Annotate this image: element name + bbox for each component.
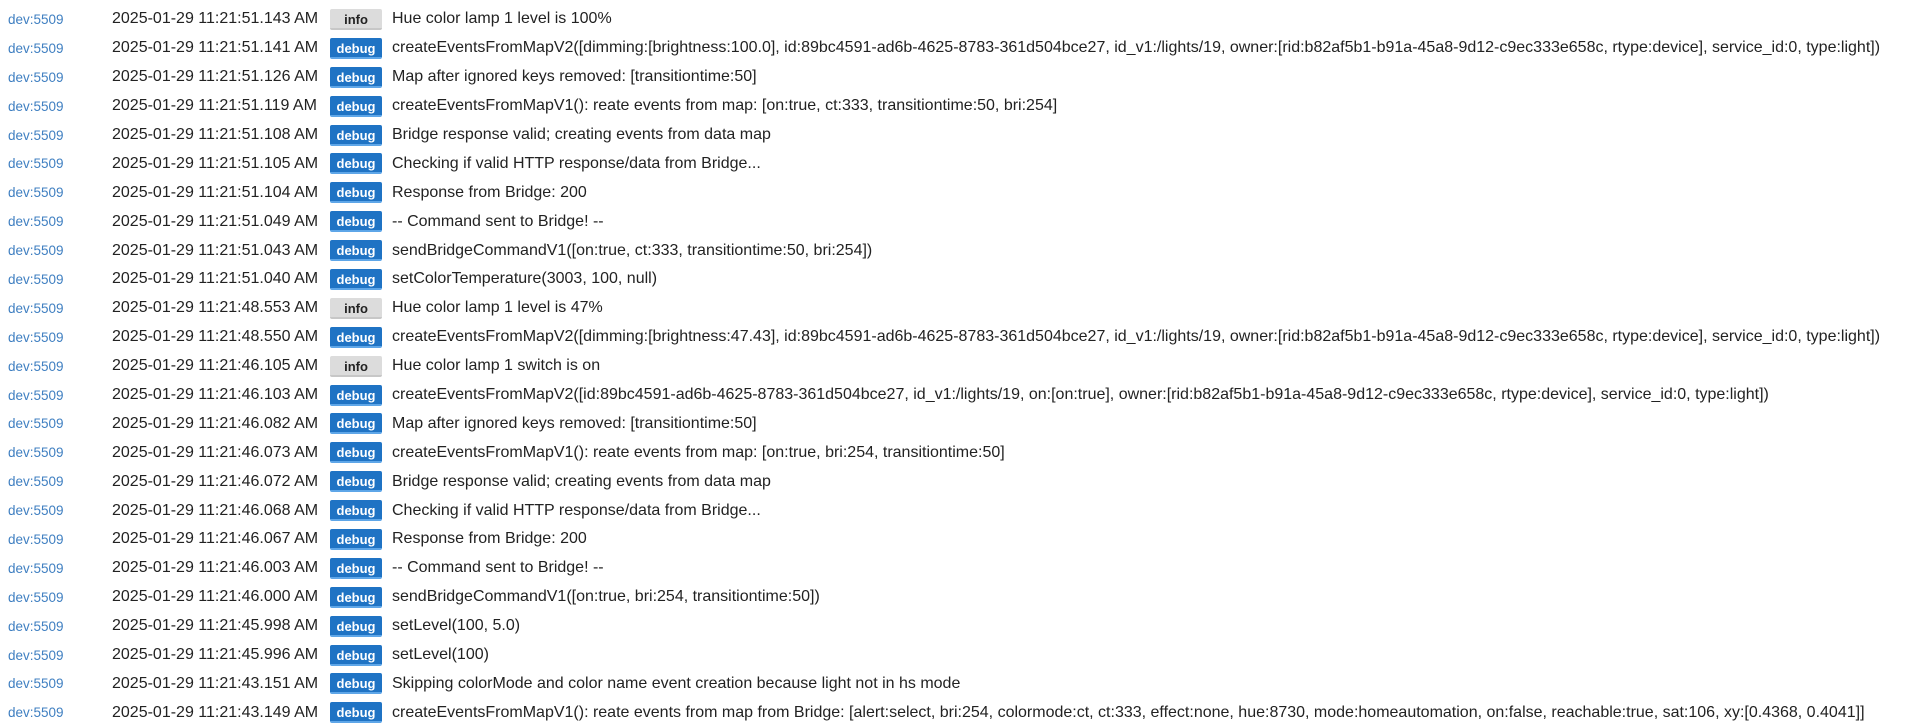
device-link[interactable]: dev:5509 — [8, 647, 64, 663]
log-row — [0, 323, 1920, 352]
level-badge-wrap — [330, 125, 392, 146]
device-link[interactable]: dev:5509 — [8, 445, 64, 461]
device-link[interactable]: dev:5509 — [8, 329, 64, 345]
log-message: Map after ignored keys removed: [transitiontime:50] — [392, 68, 757, 86]
log-message: -- Command sent to Bridge! -- — [392, 212, 604, 230]
level-badge-wrap — [330, 616, 392, 637]
log-message: Bridge response valid; creating events from data map — [392, 126, 771, 143]
log-timestamp: 2025-01-29 11:21:51.119 AM — [112, 97, 317, 115]
log-timestamp: 2025-01-29 11:21:46.072 AM — [112, 472, 319, 490]
log-row — [0, 265, 1920, 294]
log-message: setLevel(100, 5.0) — [392, 617, 521, 635]
log-timestamp: 2025-01-29 11:21:51.141 AM — [112, 39, 319, 57]
device-link[interactable]: dev:5509 — [8, 271, 64, 287]
log-timestamp: 2025-01-29 11:21:51.126 AM — [112, 68, 319, 86]
device-link[interactable]: dev:5509 — [8, 589, 64, 605]
log-timestamp: 2025-01-29 11:21:46.103 AM — [112, 386, 319, 404]
log-row — [0, 641, 1920, 670]
log-row — [0, 467, 1920, 496]
level-badge: info — [330, 298, 382, 319]
level-badge: debug — [330, 269, 382, 290]
log-timestamp: 2025-01-29 11:21:45.998 AM — [112, 617, 319, 635]
level-badge: debug — [330, 327, 382, 348]
device-link[interactable]: dev:5509 — [8, 358, 64, 374]
level-badge-wrap — [330, 96, 392, 117]
log-row — [0, 381, 1920, 410]
device-link[interactable]: dev:5509 — [8, 98, 64, 114]
log-message: createEventsFromMapV2([id:89bc4591-ad6b-4625-8783-361d504bce27, id_v1:/lights/19, on:[on:true], owner:[rid:b82af5b1-b91a-45a8-9d12-c9ec333e658c, rtype:device], service_id:0, type:light]) — [392, 386, 1769, 404]
level-badge: debug — [330, 240, 382, 261]
level-badge: debug — [330, 385, 382, 406]
device-link[interactable]: dev:5509 — [8, 503, 64, 519]
device-link[interactable]: dev:5509 — [8, 185, 64, 201]
log-timestamp: 2025-01-29 11:21:46.067 AM — [112, 530, 319, 548]
level-badge: debug — [330, 645, 382, 666]
device-link[interactable]: dev:5509 — [8, 531, 64, 547]
level-badge: debug — [330, 182, 382, 203]
level-badge-wrap — [330, 298, 392, 319]
log-timestamp: 2025-01-29 11:21:51.105 AM — [112, 154, 319, 172]
device-link[interactable]: dev:5509 — [8, 214, 64, 230]
log-row — [0, 583, 1920, 612]
log-message: sendBridgeCommandV1([on:true, ct:333, transitiontime:50, bri:254]) — [392, 241, 873, 259]
log-timestamp: 2025-01-29 11:21:45.996 AM — [112, 646, 319, 664]
level-badge-wrap — [330, 211, 392, 232]
log-row — [0, 669, 1920, 698]
device-link[interactable]: dev:5509 — [8, 416, 64, 432]
level-badge-wrap — [330, 356, 392, 377]
log-message: Skipping colorMode and color name event creation because light not in hs mode — [392, 674, 961, 692]
log-row — [0, 525, 1920, 554]
level-badge-wrap — [330, 702, 392, 723]
log-timestamp: 2025-01-29 11:21:51.143 AM — [112, 10, 319, 28]
log-row — [0, 409, 1920, 438]
log-timestamp: 2025-01-29 11:21:51.043 AM — [112, 241, 319, 259]
level-badge: debug — [330, 125, 382, 146]
level-badge: info — [330, 9, 382, 30]
log-row — [0, 34, 1920, 63]
log-row — [0, 554, 1920, 583]
level-badge-wrap — [330, 529, 392, 550]
level-badge: debug — [330, 616, 382, 637]
level-badge: debug — [330, 702, 382, 723]
level-badge: debug — [330, 587, 382, 608]
log-message: createEventsFromMapV1(): reate events from map from Bridge: [alert:select, bri:254, colormode:ct, ct:333, effect:none, hue:8730, mode:homeautomation, on:false, reachable:true, sat:106, xy:[0.4368, 0.4041]] — [392, 703, 1865, 721]
device-link[interactable]: dev:5509 — [8, 243, 64, 259]
level-badge-wrap — [330, 587, 392, 608]
device-link[interactable]: dev:5509 — [8, 676, 64, 692]
log-message: createEventsFromMapV2([dimming:[brightness:100.0], id:89bc4591-ad6b-4625-8783-361d504bce27, id_v1:/lights/19, owner:[rid:b82af5b1-b91a-45a8-9d12-c9ec333e658c, rtype:device], service_id:0, type:light]) — [392, 39, 1881, 57]
log-message: Checking if valid HTTP response/data from Bridge... — [392, 154, 761, 172]
level-badge-wrap — [330, 385, 392, 406]
log-message: -- Command sent to Bridge! -- — [392, 559, 604, 577]
log-timestamp: 2025-01-29 11:21:51.104 AM — [112, 183, 319, 201]
device-link[interactable]: dev:5509 — [8, 618, 64, 634]
log-row — [0, 352, 1920, 381]
level-badge: debug — [330, 442, 382, 463]
device-link[interactable]: dev:5509 — [8, 387, 64, 403]
level-badge: debug — [330, 500, 382, 521]
log-timestamp: 2025-01-29 11:21:46.105 AM — [112, 357, 319, 375]
device-link[interactable]: dev:5509 — [8, 156, 64, 172]
level-badge-wrap — [330, 645, 392, 666]
level-badge: debug — [330, 38, 382, 59]
level-badge: debug — [330, 529, 382, 550]
log-timestamp: 2025-01-29 11:21:43.149 AM — [112, 703, 319, 721]
level-badge-wrap — [330, 269, 392, 290]
log-timestamp: 2025-01-29 11:21:46.082 AM — [112, 414, 319, 432]
level-badge-wrap — [330, 9, 392, 30]
log-row — [0, 236, 1920, 265]
level-badge-wrap — [330, 153, 392, 174]
device-link[interactable]: dev:5509 — [8, 300, 64, 316]
log-row — [0, 207, 1920, 236]
log-timestamp: 2025-01-29 11:21:51.108 AM — [112, 126, 319, 143]
log-message: createEventsFromMapV1(): reate events from map: [on:true, ct:333, transitiontime:50, bri:254] — [392, 97, 1058, 115]
level-badge-wrap — [330, 673, 392, 694]
log-message: Hue color lamp 1 level is 47% — [392, 299, 603, 317]
log-message: Response from Bridge: 200 — [392, 183, 587, 201]
log-row — [0, 92, 1920, 121]
log-row — [0, 178, 1920, 207]
level-badge: debug — [330, 471, 382, 492]
level-badge: debug — [330, 558, 382, 579]
log-message: Map after ignored keys removed: [transitiontime:50] — [392, 414, 757, 432]
level-badge-wrap — [330, 413, 392, 434]
log-message: Hue color lamp 1 level is 100% — [392, 10, 612, 28]
log-message: setLevel(100) — [392, 646, 489, 664]
log-timestamp: 2025-01-29 11:21:51.049 AM — [112, 212, 319, 230]
log-row — [0, 63, 1920, 92]
device-link[interactable]: dev:5509 — [8, 40, 64, 56]
log-timestamp: 2025-01-29 11:21:48.553 AM — [112, 299, 319, 317]
level-badge: debug — [330, 211, 382, 232]
level-badge: info — [330, 356, 382, 377]
log-row — [0, 612, 1920, 641]
level-badge-wrap — [330, 500, 392, 521]
level-badge-wrap — [330, 558, 392, 579]
device-link[interactable]: dev:5509 — [8, 11, 64, 27]
log-timestamp: 2025-01-29 11:21:46.000 AM — [112, 588, 319, 606]
device-link[interactable]: dev:5509 — [8, 705, 64, 721]
level-badge-wrap — [330, 442, 392, 463]
log-message: createEventsFromMapV1(): reate events from map: [on:true, bri:254, transitiontime:50] — [392, 443, 1005, 461]
device-link[interactable]: dev:5509 — [8, 560, 64, 576]
level-badge: debug — [330, 96, 382, 117]
log-timestamp: 2025-01-29 11:21:46.003 AM — [112, 559, 319, 577]
device-link[interactable]: dev:5509 — [8, 474, 64, 490]
level-badge: debug — [330, 153, 382, 174]
log-row — [0, 438, 1920, 467]
log-message: createEventsFromMapV2([dimming:[brightness:47.43], id:89bc4591-ad6b-4625-8783-361d504bce27, id_v1:/lights/19, owner:[rid:b82af5b1-b91a-45a8-9d12-c9ec333e658c, rtype:device], service_id:0, type:light]) — [392, 328, 1881, 346]
log-row — [0, 121, 1920, 150]
level-badge-wrap — [330, 327, 392, 348]
log-message: Response from Bridge: 200 — [392, 530, 587, 548]
device-link[interactable]: dev:5509 — [8, 127, 64, 143]
log-timestamp: 2025-01-29 11:21:48.550 AM — [112, 328, 319, 346]
log-message: setColorTemperature(3003, 100, null) — [392, 270, 658, 288]
log-message: Checking if valid HTTP response/data from Bridge... — [392, 501, 761, 519]
log-row — [0, 294, 1920, 323]
log-row — [0, 496, 1920, 525]
log-row — [0, 698, 1920, 723]
level-badge: debug — [330, 673, 382, 694]
device-link[interactable]: dev:5509 — [8, 69, 64, 85]
log-row — [0, 149, 1920, 178]
level-badge-wrap — [330, 67, 392, 88]
log-message: Hue color lamp 1 switch is on — [392, 357, 601, 375]
log-message: Bridge response valid; creating events from data map — [392, 472, 771, 490]
log-timestamp: 2025-01-29 11:21:43.151 AM — [112, 674, 319, 692]
log-row — [0, 5, 1920, 34]
level-badge-wrap — [330, 182, 392, 203]
level-badge-wrap — [330, 240, 392, 261]
log-timestamp: 2025-01-29 11:21:46.068 AM — [112, 501, 319, 519]
level-badge: debug — [330, 67, 382, 88]
log-message: sendBridgeCommandV1([on:true, bri:254, transitiontime:50]) — [392, 588, 820, 606]
level-badge: debug — [330, 413, 382, 434]
level-badge-wrap — [330, 471, 392, 492]
log-timestamp: 2025-01-29 11:21:51.040 AM — [112, 270, 319, 288]
log-timestamp: 2025-01-29 11:21:46.073 AM — [112, 443, 319, 461]
level-badge-wrap — [330, 38, 392, 59]
